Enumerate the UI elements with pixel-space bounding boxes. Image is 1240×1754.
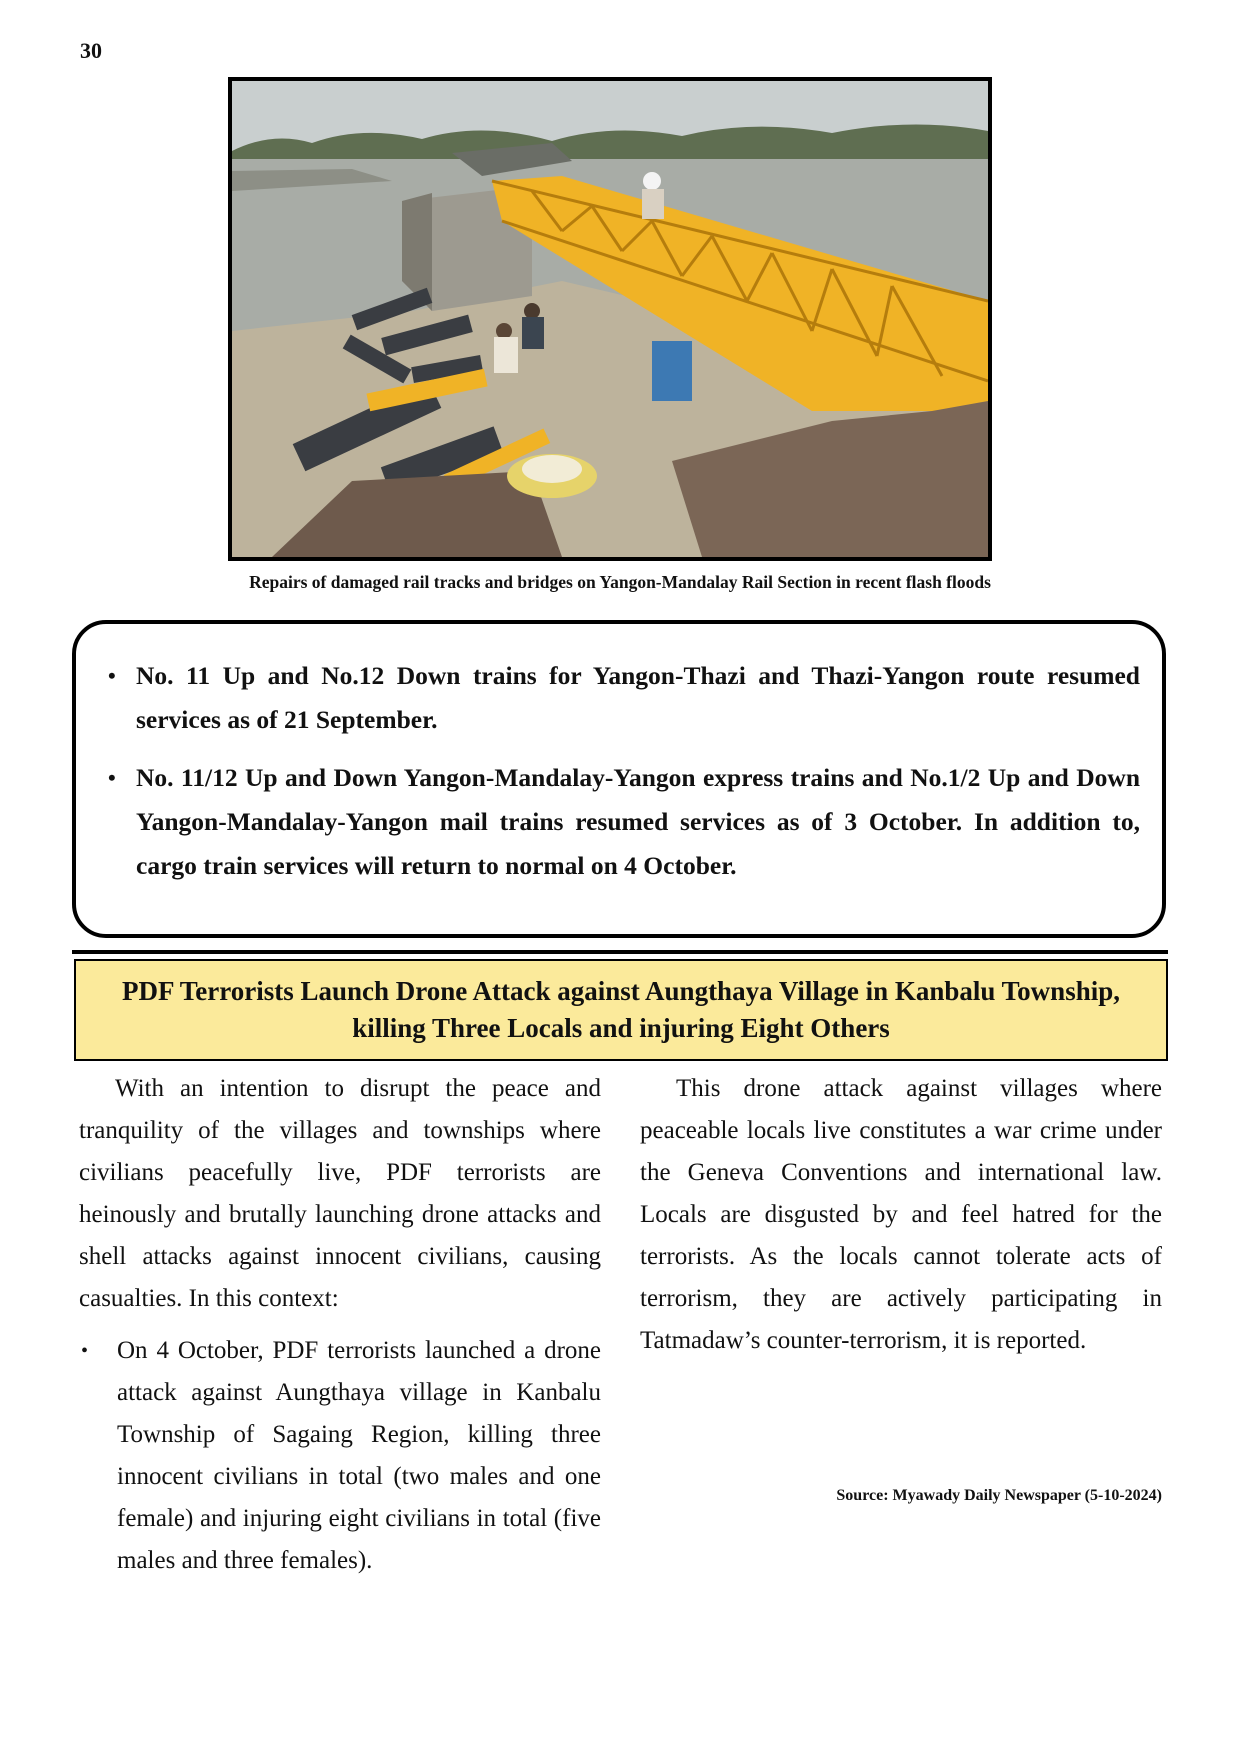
- page-number: 30: [80, 38, 102, 63]
- bridge-repair-photo: [228, 77, 992, 561]
- service-resumption-box: [72, 620, 1166, 938]
- incident-text: On 4 October, PDF terrorists launched a drone attack against Aungthaya village in Kanbalu Township of Sagaing Region, killing three innocent civilians in total (two males and one female) and injuring eight civilians in total (five males and three females).: [117, 1337, 601, 1574]
- article-right-column: [640, 1068, 1162, 1362]
- bullet-dot-icon: •: [108, 765, 116, 790]
- bridge-repair-illustration: [232, 81, 988, 557]
- section-divider: [72, 950, 1168, 954]
- photo-caption: Repairs of damaged rail tracks and bridges on Yangon-Mandalay Rail Section in recent flash floods: [249, 572, 991, 592]
- headline-text: PDF Terrorists Launch Drone Attack against Aungthaya Village in Kanbalu Township, killing Three Locals and injuring Eight Others: [122, 976, 1120, 1043]
- incident-bullet: [79, 1330, 601, 1582]
- notice-item-text: No. 11/12 Up and Down Yangon-Mandalay-Yangon express trains and No.1/2 Up and Down Yangon-Mandalay-Yangon mail trains resumed services as of 3 October. In addition to, cargo train services will return to normal on 4 October.: [136, 763, 1140, 880]
- source-credit: Source: Myawady Daily Newspaper (5-10-2024): [836, 1487, 1162, 1504]
- condemnation-paragraph: This drone attack against villages where peaceable locals live constitutes a war crime under the Geneva Conventions and international law. Locals are disgusted by and feel hatred for the terrorists. As the locals cannot tolerate acts of terrorism, they are actively participating in Tatmadaw’s counter-terrorism, it is reported.: [640, 1075, 1162, 1354]
- bullet-dot-icon: •: [108, 663, 116, 688]
- notice-item-text: No. 11 Up and No.12 Down trains for Yangon-Thazi and Thazi-Yangon route resumed services as of 21 September.: [136, 661, 1140, 734]
- notice-item: [98, 756, 1140, 888]
- article-left-column: [79, 1068, 601, 1582]
- bullet-dot-icon: •: [81, 1340, 89, 1362]
- notice-item: [98, 654, 1140, 742]
- article-headline: [74, 959, 1168, 1061]
- intro-paragraph: With an intention to disrupt the peace and tranquility of the villages and townships where civilians peacefully live, PDF terrorists are heinously and brutally launching drone attacks and shell attacks against innocent civilians, causing casualties. In this context:: [79, 1075, 601, 1312]
